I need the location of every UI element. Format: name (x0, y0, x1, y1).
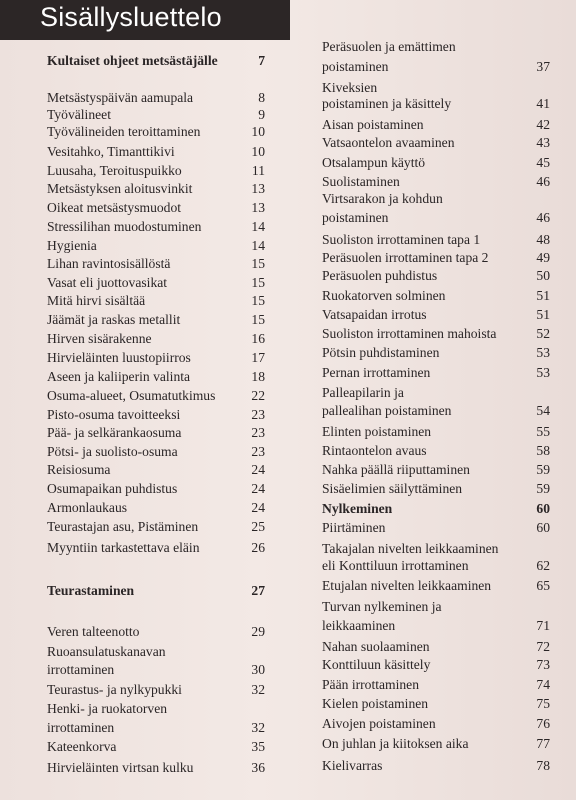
toc-page-number: 16 (251, 331, 265, 346)
toc-page-number: 59 (536, 481, 550, 496)
toc-entry-title: Hygienia (47, 238, 97, 253)
toc-entry-title: Lihan ravintosisällöstä (47, 256, 171, 271)
toc-page-number: 78 (536, 758, 550, 773)
toc-entry-title: poistaminen (322, 210, 389, 225)
toc-entry-title: Henki- ja ruokatorven (47, 701, 168, 716)
toc-entry-title: Etujalan nivelten leikkaaminen (322, 578, 492, 593)
toc-entry-title: Otsalampun käyttö (322, 155, 426, 170)
toc-entry-title: Työvälineet (47, 107, 111, 122)
toc-page-number: 51 (536, 307, 550, 322)
toc-entry-title: Suoliston irrottaminen mahoista (322, 326, 497, 341)
toc-entry-title: Takajalan nivelten leikkaaminen (322, 541, 499, 556)
toc-page-number: 45 (536, 155, 550, 170)
toc-entry-title: Suoliston irrottaminen tapa 1 (322, 232, 481, 247)
toc-page-number: 10 (251, 124, 265, 139)
toc-entry-title: Teurastus- ja nylkypukki (47, 682, 182, 697)
toc-entry-title: Ruokatorven solminen (322, 288, 446, 303)
toc-entry-title: Pää- ja selkärankaosuma (47, 425, 182, 440)
toc-entry-title: Stressilihan muodostuminen (47, 219, 202, 234)
toc-page-number: 41 (536, 96, 550, 111)
toc-entry-title: Mitä hirvi sisältää (47, 293, 146, 308)
title-banner (0, 0, 290, 40)
toc-entry-title: Oikeat metsästysmuodot (47, 200, 182, 215)
toc-entry-title: Luusaha, Teroituspuikko (47, 163, 182, 178)
toc-page-number: 73 (536, 657, 550, 672)
toc-entry-title: Osuma-alueet, Osumatutkimus (47, 388, 216, 403)
toc-entry-title: poistaminen ja käsittely (322, 96, 452, 111)
toc-entry-title: On juhlan ja kiitoksen aika (322, 736, 469, 751)
toc-page-number: 30 (251, 662, 265, 677)
toc-entry-title: Pisto-osuma tavoitteeksi (47, 407, 181, 422)
toc-entry-title: Kielen poistaminen (322, 696, 429, 711)
toc-entry-title: Ruoansulatuskanavan (47, 644, 166, 659)
toc-entry-title: Armonlaukaus (47, 500, 128, 515)
toc-page-number: 42 (536, 117, 550, 132)
toc-page-number: 62 (536, 558, 550, 573)
toc-page-number: 10 (251, 144, 265, 159)
toc-entry-title: Sisäelimien säilyttäminen (322, 481, 463, 496)
toc-entry-title: Metsästyspäivän aamupala (47, 90, 194, 105)
toc-entry-title: Hirvieläinten luustopiirros (47, 350, 191, 365)
toc-entry-title: leikkaaminen (322, 618, 396, 633)
toc-entry-title: Vatsaontelon avaaminen (322, 135, 455, 150)
toc-entry-title: Pötsin puhdistaminen (322, 345, 440, 360)
toc-page-number: 11 (251, 163, 265, 178)
toc-page-number: 71 (536, 618, 550, 633)
toc-entry-title: irrottaminen (47, 662, 115, 677)
toc-entry-title: Peräsuolen ja emättimen (322, 39, 456, 54)
toc-page-number: 23 (251, 407, 265, 422)
toc-page-number: 24 (251, 500, 265, 515)
toc-page-number: 49 (536, 250, 550, 265)
toc-entry-title: Kateenkorva (47, 739, 117, 754)
toc-page-number: 7 (258, 53, 265, 68)
toc-page-number: 23 (251, 425, 265, 440)
toc-entry-title: poistaminen (322, 59, 389, 74)
toc-entry-title: Konttiluun käsittely (322, 657, 431, 672)
toc-entry-title: Nahka päällä riiputtaminen (322, 462, 470, 477)
toc-page-number: 59 (536, 462, 550, 477)
toc-page-number: 15 (251, 312, 265, 327)
toc-page-number: 32 (251, 682, 265, 697)
toc-page-number: 32 (251, 720, 265, 735)
toc-page-number: 13 (251, 181, 265, 196)
toc-page-number: 15 (251, 256, 265, 271)
toc-entry-title: Palleapilarin ja (322, 385, 404, 400)
toc-entry-title: Työvälineiden teroittaminen (47, 124, 201, 139)
toc-entry-title: Aisan poistaminen (322, 117, 424, 132)
toc-page-number: 29 (251, 624, 265, 639)
toc-entry-title: Vatsapaidan irrotus (322, 307, 427, 322)
toc-page-number: 55 (536, 424, 550, 439)
toc-page-number: 15 (251, 275, 265, 290)
toc-entry-title: Osumapaikan puhdistus (47, 481, 178, 496)
toc-page-number: 17 (251, 350, 265, 365)
toc-entry-title: Pötsi- ja suolisto-osuma (47, 444, 178, 459)
toc-entry-title: Myyntiin tarkastettava eläin (47, 540, 200, 555)
toc-page-number: 50 (536, 268, 550, 283)
toc-entry-title: Kiveksien (322, 80, 378, 95)
toc-entry-title: Jäämät ja raskas metallit (47, 312, 181, 327)
toc-entry-title: Vasat eli juottovasikat (47, 275, 168, 290)
toc-page-number: 9 (258, 107, 265, 122)
toc-entry-title: Suolistaminen (322, 174, 400, 189)
toc-page-number: 48 (536, 232, 550, 247)
toc-page-number: 76 (536, 716, 550, 731)
toc-page-number: 60 (536, 520, 550, 535)
toc-page-number: 46 (536, 210, 550, 225)
toc-page-number: 52 (536, 326, 550, 341)
toc-entry-title: Virtsarakon ja kohdun (322, 191, 443, 206)
toc-page-number: 53 (536, 365, 550, 380)
toc-page-number: 13 (251, 200, 265, 215)
toc-entry-title: Peräsuolen irrottaminen tapa 2 (322, 250, 489, 265)
toc-entry-title: pallealihan poistaminen (322, 403, 452, 418)
toc-page-number: 65 (536, 578, 550, 593)
toc-page-number: 58 (536, 443, 550, 458)
toc-entry-title: Vesitahko, Timanttikivi (47, 144, 175, 159)
toc-page-number: 24 (251, 481, 265, 496)
toc-entry-title: Nylkeminen (322, 501, 393, 516)
toc-entry-title: Reisiosuma (47, 462, 111, 477)
toc-page-number: 75 (536, 696, 550, 711)
toc-entry-title: Kielivarras (322, 758, 383, 773)
toc-page-number: 23 (251, 444, 265, 459)
toc-entry-title: Piirtäminen (322, 520, 386, 535)
toc-page-number: 54 (536, 403, 550, 418)
toc-page-number: 15 (251, 293, 265, 308)
toc-page-number: 43 (536, 135, 550, 150)
toc-page-number: 35 (251, 739, 265, 754)
toc-entry-title: Turvan nylkeminen ja (322, 599, 442, 614)
toc-entry-title: Aseen ja kaliiperin valinta (47, 369, 191, 384)
toc-page-number: 18 (251, 369, 265, 384)
toc-entry-title: Rintaontelon avaus (322, 443, 427, 458)
toc-entry-title: Hirven sisärakenne (47, 331, 152, 346)
toc-page-number: 22 (251, 388, 265, 403)
toc-page-number: 74 (536, 677, 550, 692)
toc-page-number: 8 (258, 90, 265, 105)
toc-entry-title: Pernan irrottaminen (322, 365, 431, 380)
toc-entry-title: Pään irrottaminen (322, 677, 420, 692)
toc-entry-title: Aivojen poistaminen (322, 716, 436, 731)
toc-entry-title: irrottaminen (47, 720, 115, 735)
toc-page-number: 25 (251, 519, 265, 534)
toc-page-number: 24 (251, 462, 265, 477)
toc-page-number: 37 (536, 59, 550, 74)
toc-page-number: 77 (536, 736, 550, 751)
toc-entry-title: Metsästyksen aloitusvinkit (47, 181, 193, 196)
toc-page-number: 26 (251, 540, 265, 555)
toc-page-number: 27 (251, 583, 265, 598)
toc-entry-title: Nahan suolaaminen (322, 639, 430, 654)
toc-entry-title: Peräsuolen puhdistus (322, 268, 438, 283)
toc-page-number: 60 (536, 501, 550, 516)
toc-entry-title: Teurastaminen (47, 583, 135, 598)
toc-page-number: 14 (251, 219, 265, 234)
toc-entry-title: eli Konttiluun irrottaminen (322, 558, 469, 573)
toc-page-number: 72 (536, 639, 550, 654)
page-title: Sisällysluettelo (40, 2, 222, 32)
toc-page-number: 51 (536, 288, 550, 303)
toc-entry-title: Elinten poistaminen (322, 424, 432, 439)
toc-page-number: 53 (536, 345, 550, 360)
toc-page-number: 36 (251, 760, 265, 775)
toc-entry-title: Kultaiset ohjeet metsästäjälle (47, 53, 218, 68)
toc-page-number: 46 (536, 174, 550, 189)
toc-page-number: 14 (251, 238, 265, 253)
toc-entry-title: Teurastajan asu, Pistäminen (47, 519, 199, 534)
toc-entry-title: Hirvieläinten virtsan kulku (47, 760, 194, 775)
toc-entry-title: Veren talteenotto (47, 624, 140, 639)
